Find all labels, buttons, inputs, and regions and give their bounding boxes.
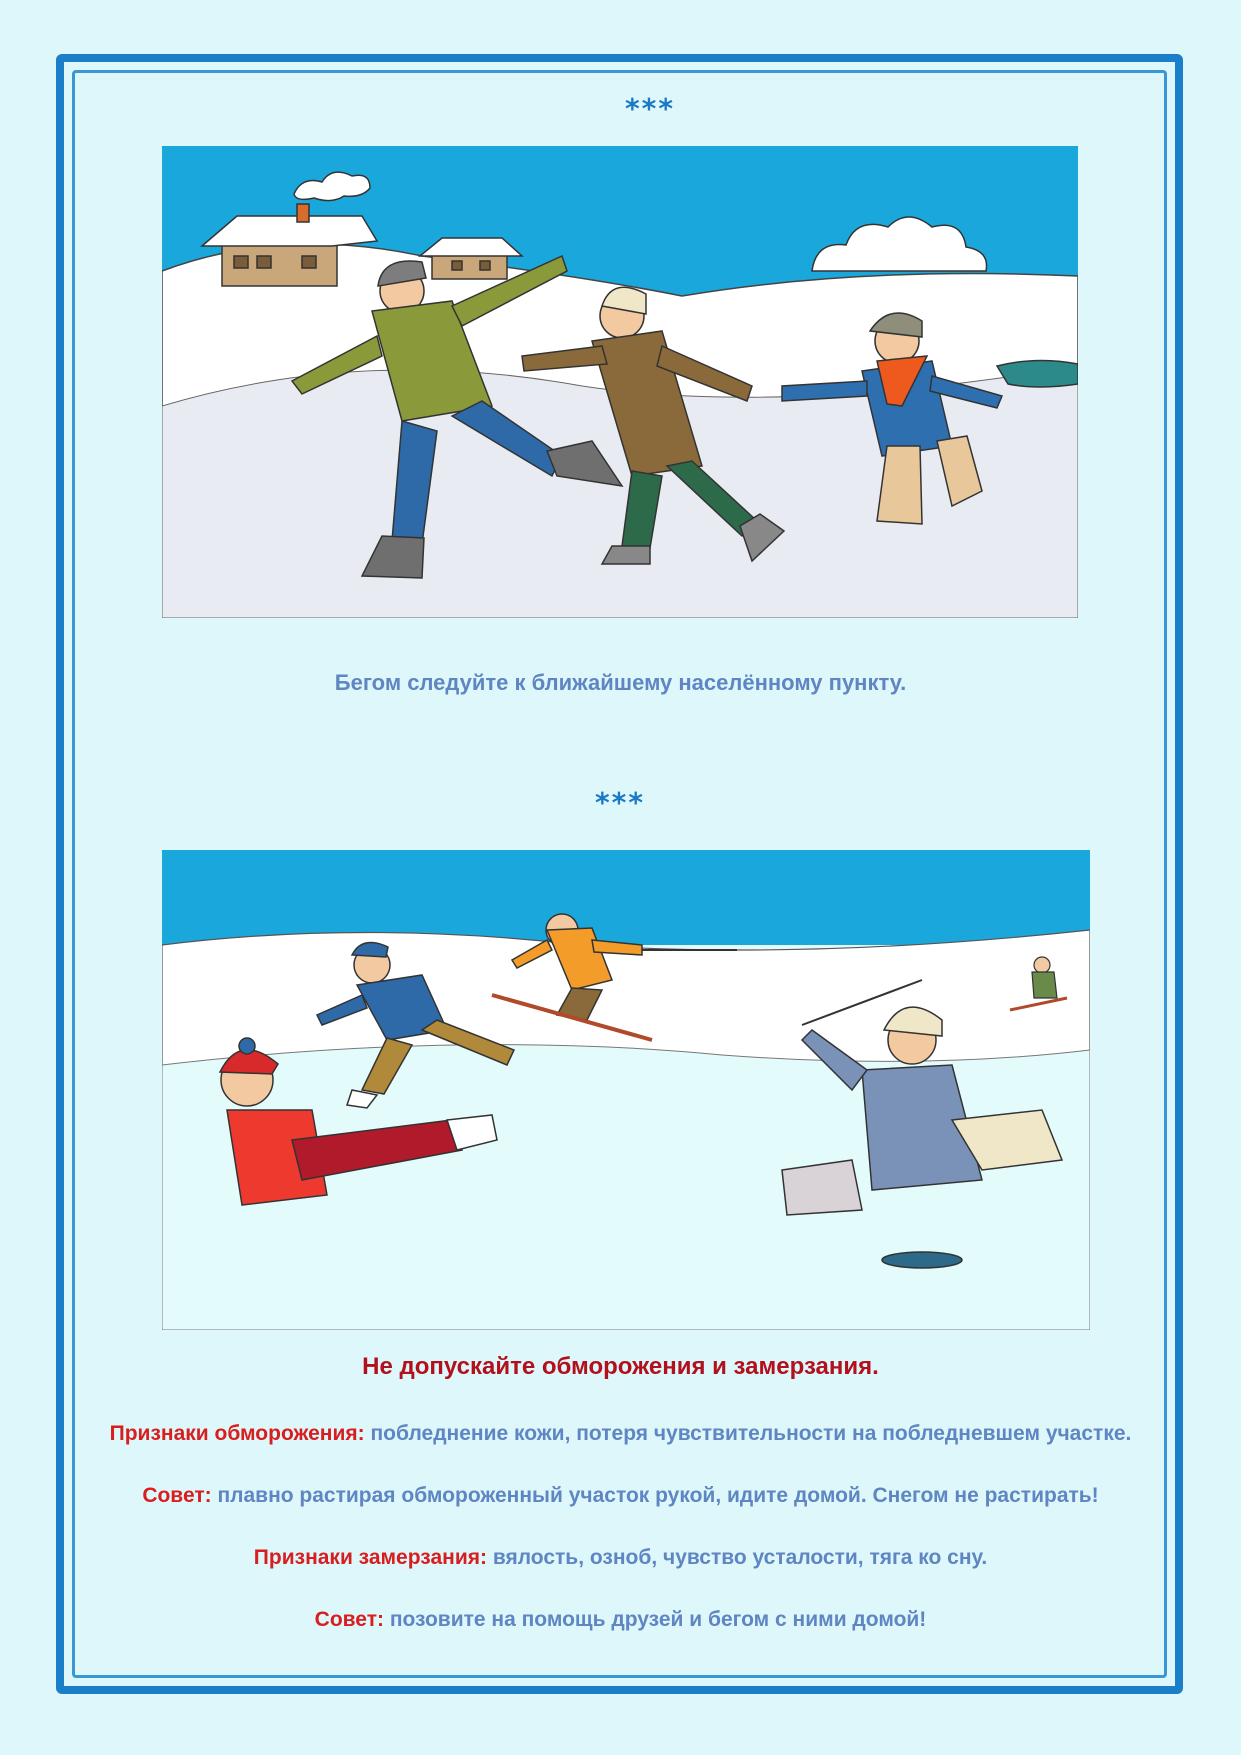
frostbite-signs-label: Признаки обморожения:: [109, 1422, 365, 1445]
frostbite-warning-heading: Не допускайте обморожения и замерзания.: [362, 1353, 879, 1380]
section-divider-stars-2: ***: [595, 786, 645, 819]
frostbite-advice-label: Совет:: [142, 1484, 212, 1507]
freezing-advice-label: Совет:: [314, 1608, 384, 1631]
frostbite-advice: [80, 1484, 1161, 1508]
freezing-signs-text: вялость, озноб, чувство усталости, тяга ко сну.: [486, 1546, 988, 1569]
frostbite-signs-text: побледнение кожи, потеря чувствительности на побледневшем участке.: [364, 1422, 1132, 1445]
freezing-advice-text: позовите на помощь друзей и бегом с ними домой!: [383, 1608, 927, 1631]
frostbite-signs: [80, 1422, 1161, 1446]
caption-run-to-village: Бегом следуйте к ближайшему населённому пункту.: [334, 670, 907, 695]
illustration-winter-activities: [162, 850, 1090, 1330]
frostbite-advice-text: плавно растирая обмороженный участок рукой, идите домой. Снегом не растирать!: [211, 1484, 1099, 1507]
freezing-signs: [80, 1546, 1161, 1570]
freezing-advice: [80, 1608, 1161, 1632]
freezing-signs-label: Признаки замерзания:: [253, 1546, 487, 1569]
illustration-running-to-village: [162, 146, 1078, 618]
section-divider-stars-1: ***: [625, 92, 675, 125]
